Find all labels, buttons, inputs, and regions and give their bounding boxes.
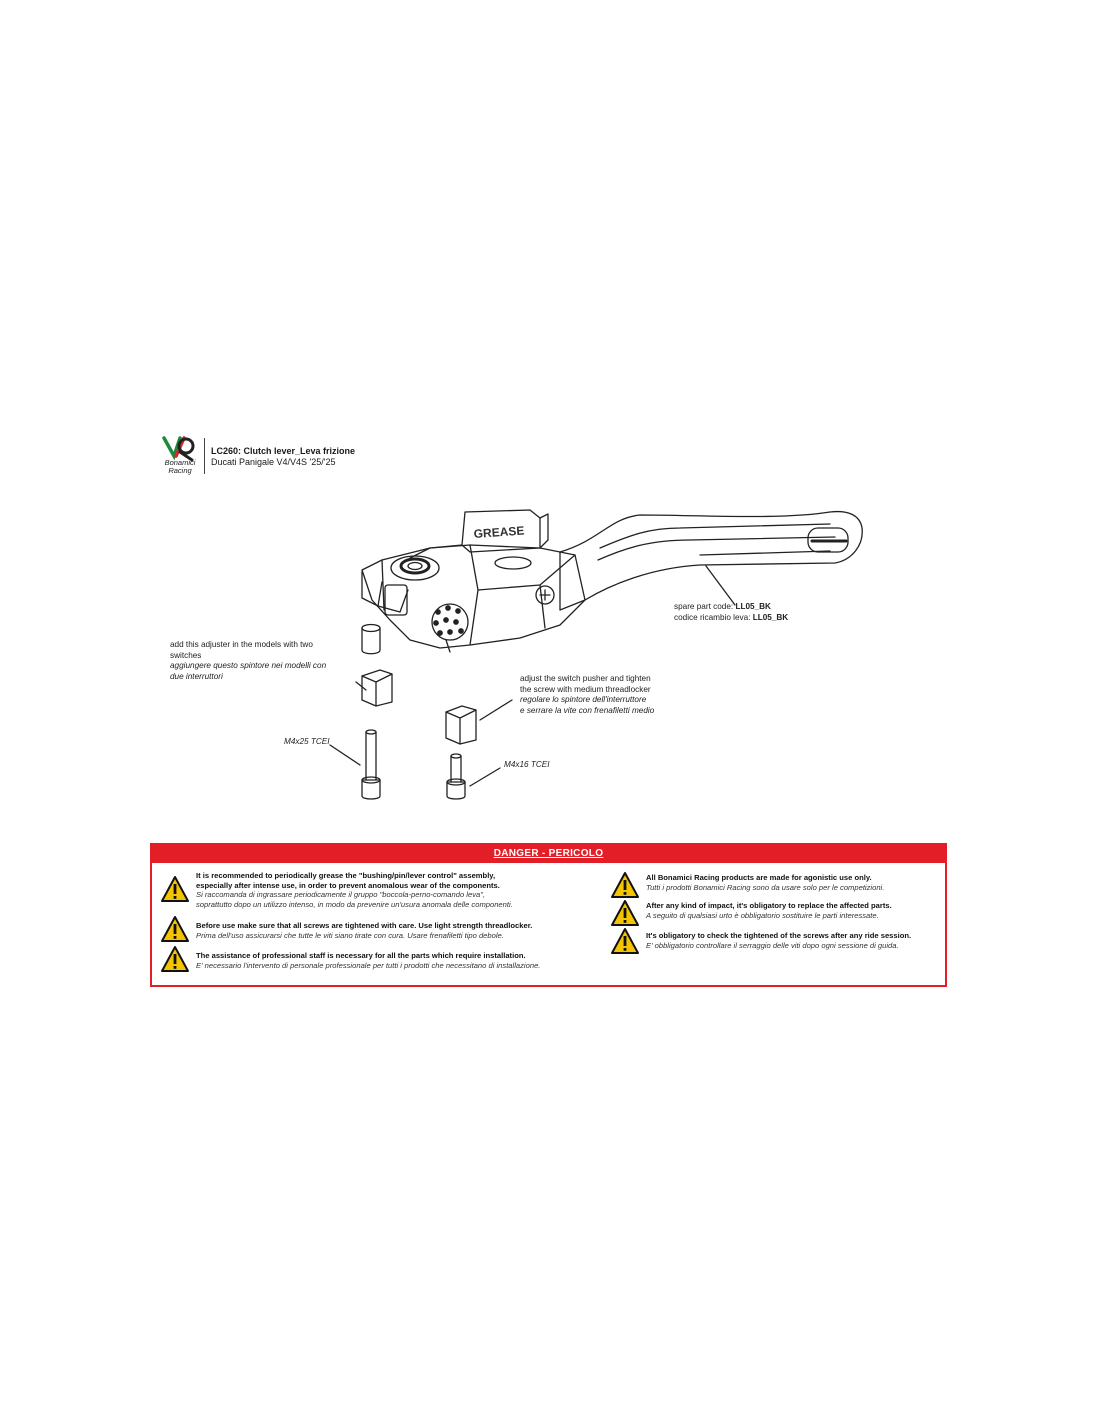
- spare-part-note: [674, 602, 788, 623]
- screw-long-label: M4x25 TCEI: [284, 737, 330, 746]
- spare-part-code-it: LL05_BK: [752, 612, 789, 622]
- warning-text-grease: It is recommended to periodically grease the "bushing/pin/lever control" assembly, especially after intense use, in order to prevent anomalous wear of the components. Si raccomanda di ingrassare periodicamente il gruppo "boccola-perno-comando leva", soprattutto dopo un utilizzo intenso, in modo da prevenire un'usura anomala delle componenti.: [196, 871, 513, 909]
- warning-icon: [160, 875, 190, 903]
- screw-short-label: M4x16 TCEI: [504, 760, 550, 769]
- danger-title: DANGER - PERICOLO: [152, 845, 945, 863]
- pusher-note-it-1: regolare lo spintore dell'interruttore: [520, 695, 647, 704]
- warning-text-agonistic: All Bonamici Racing products are made for agonistic use only. Tutti i prodotti Bonamici Racing sono da usare solo per le competizioni.: [646, 873, 885, 892]
- screw-m4x25: [330, 730, 380, 799]
- warning-icon: [610, 871, 640, 899]
- adjuster-note-en-2: switches: [170, 650, 202, 660]
- screw-m4x16: [447, 754, 500, 799]
- product-model: Ducati Panigale V4/V4S '25/'25: [211, 457, 336, 467]
- spare-part-it: codice ricambio leva:: [674, 612, 751, 622]
- adjuster-note-it-2: due interruttori: [170, 671, 223, 681]
- warning-icon: [160, 945, 190, 973]
- warning-icon: [160, 915, 190, 943]
- lever-body: [362, 545, 585, 648]
- pusher-note-en-1: adjust the switch pusher and tighten: [520, 674, 651, 683]
- warning-icon: [610, 899, 640, 927]
- spare-part-code-en: LL05_BK: [735, 602, 771, 611]
- lever-blade: [560, 512, 862, 610]
- grease-label: GREASE: [473, 523, 525, 541]
- pusher-note: [520, 674, 654, 716]
- spare-part-en: spare part code:: [674, 602, 734, 611]
- spacer-bushing: [362, 625, 380, 654]
- brand-name: Bonamici Racing: [164, 458, 196, 475]
- adjuster-note: [170, 640, 326, 682]
- warning-text-impact: After any kind of impact, it's obligatory to replace the affected parts. A seguito di qualsiasi urto è obbligatorio sostituire le parti interessate.: [646, 901, 892, 920]
- adjuster-note-en-1: add this adjuster in the models with two: [170, 640, 313, 649]
- warning-icon: [610, 927, 640, 955]
- adjuster-block-right: [446, 700, 512, 744]
- adjuster-note-it-1: aggiungere questo spintore nei modelli con: [170, 661, 327, 670]
- product-title: LC260: Clutch lever_Leva frizione: [211, 446, 356, 456]
- adjuster-knob: [432, 604, 468, 652]
- danger-box: [150, 843, 947, 987]
- warning-text-professional: The assistance of professional staff is necessary for all the parts which require installation. E' necessario l'intervento di personale professionale per tutti i prodotti che necessitano di installazione.: [196, 951, 541, 970]
- pusher-note-it-2: e serrare la vite con frenafiletti medio: [520, 705, 655, 715]
- warning-text-ride-check: It's obligatory to check the tightened of the screws after any ride session. E' obbligatorio controllare il serraggio delle viti dopo ogni sessione di guida.: [646, 931, 912, 950]
- warning-text-screws: Before use make sure that all screws are tightened with care. Use light strength threadlocker. Prima dell'uso assicurarsi che tutte le viti siano tirate con cura. Usare frenafiletti tipo debole.: [196, 921, 533, 940]
- adjuster-block-left: [356, 670, 392, 706]
- pusher-note-en-2: the screw with medium threadlocker: [520, 684, 651, 694]
